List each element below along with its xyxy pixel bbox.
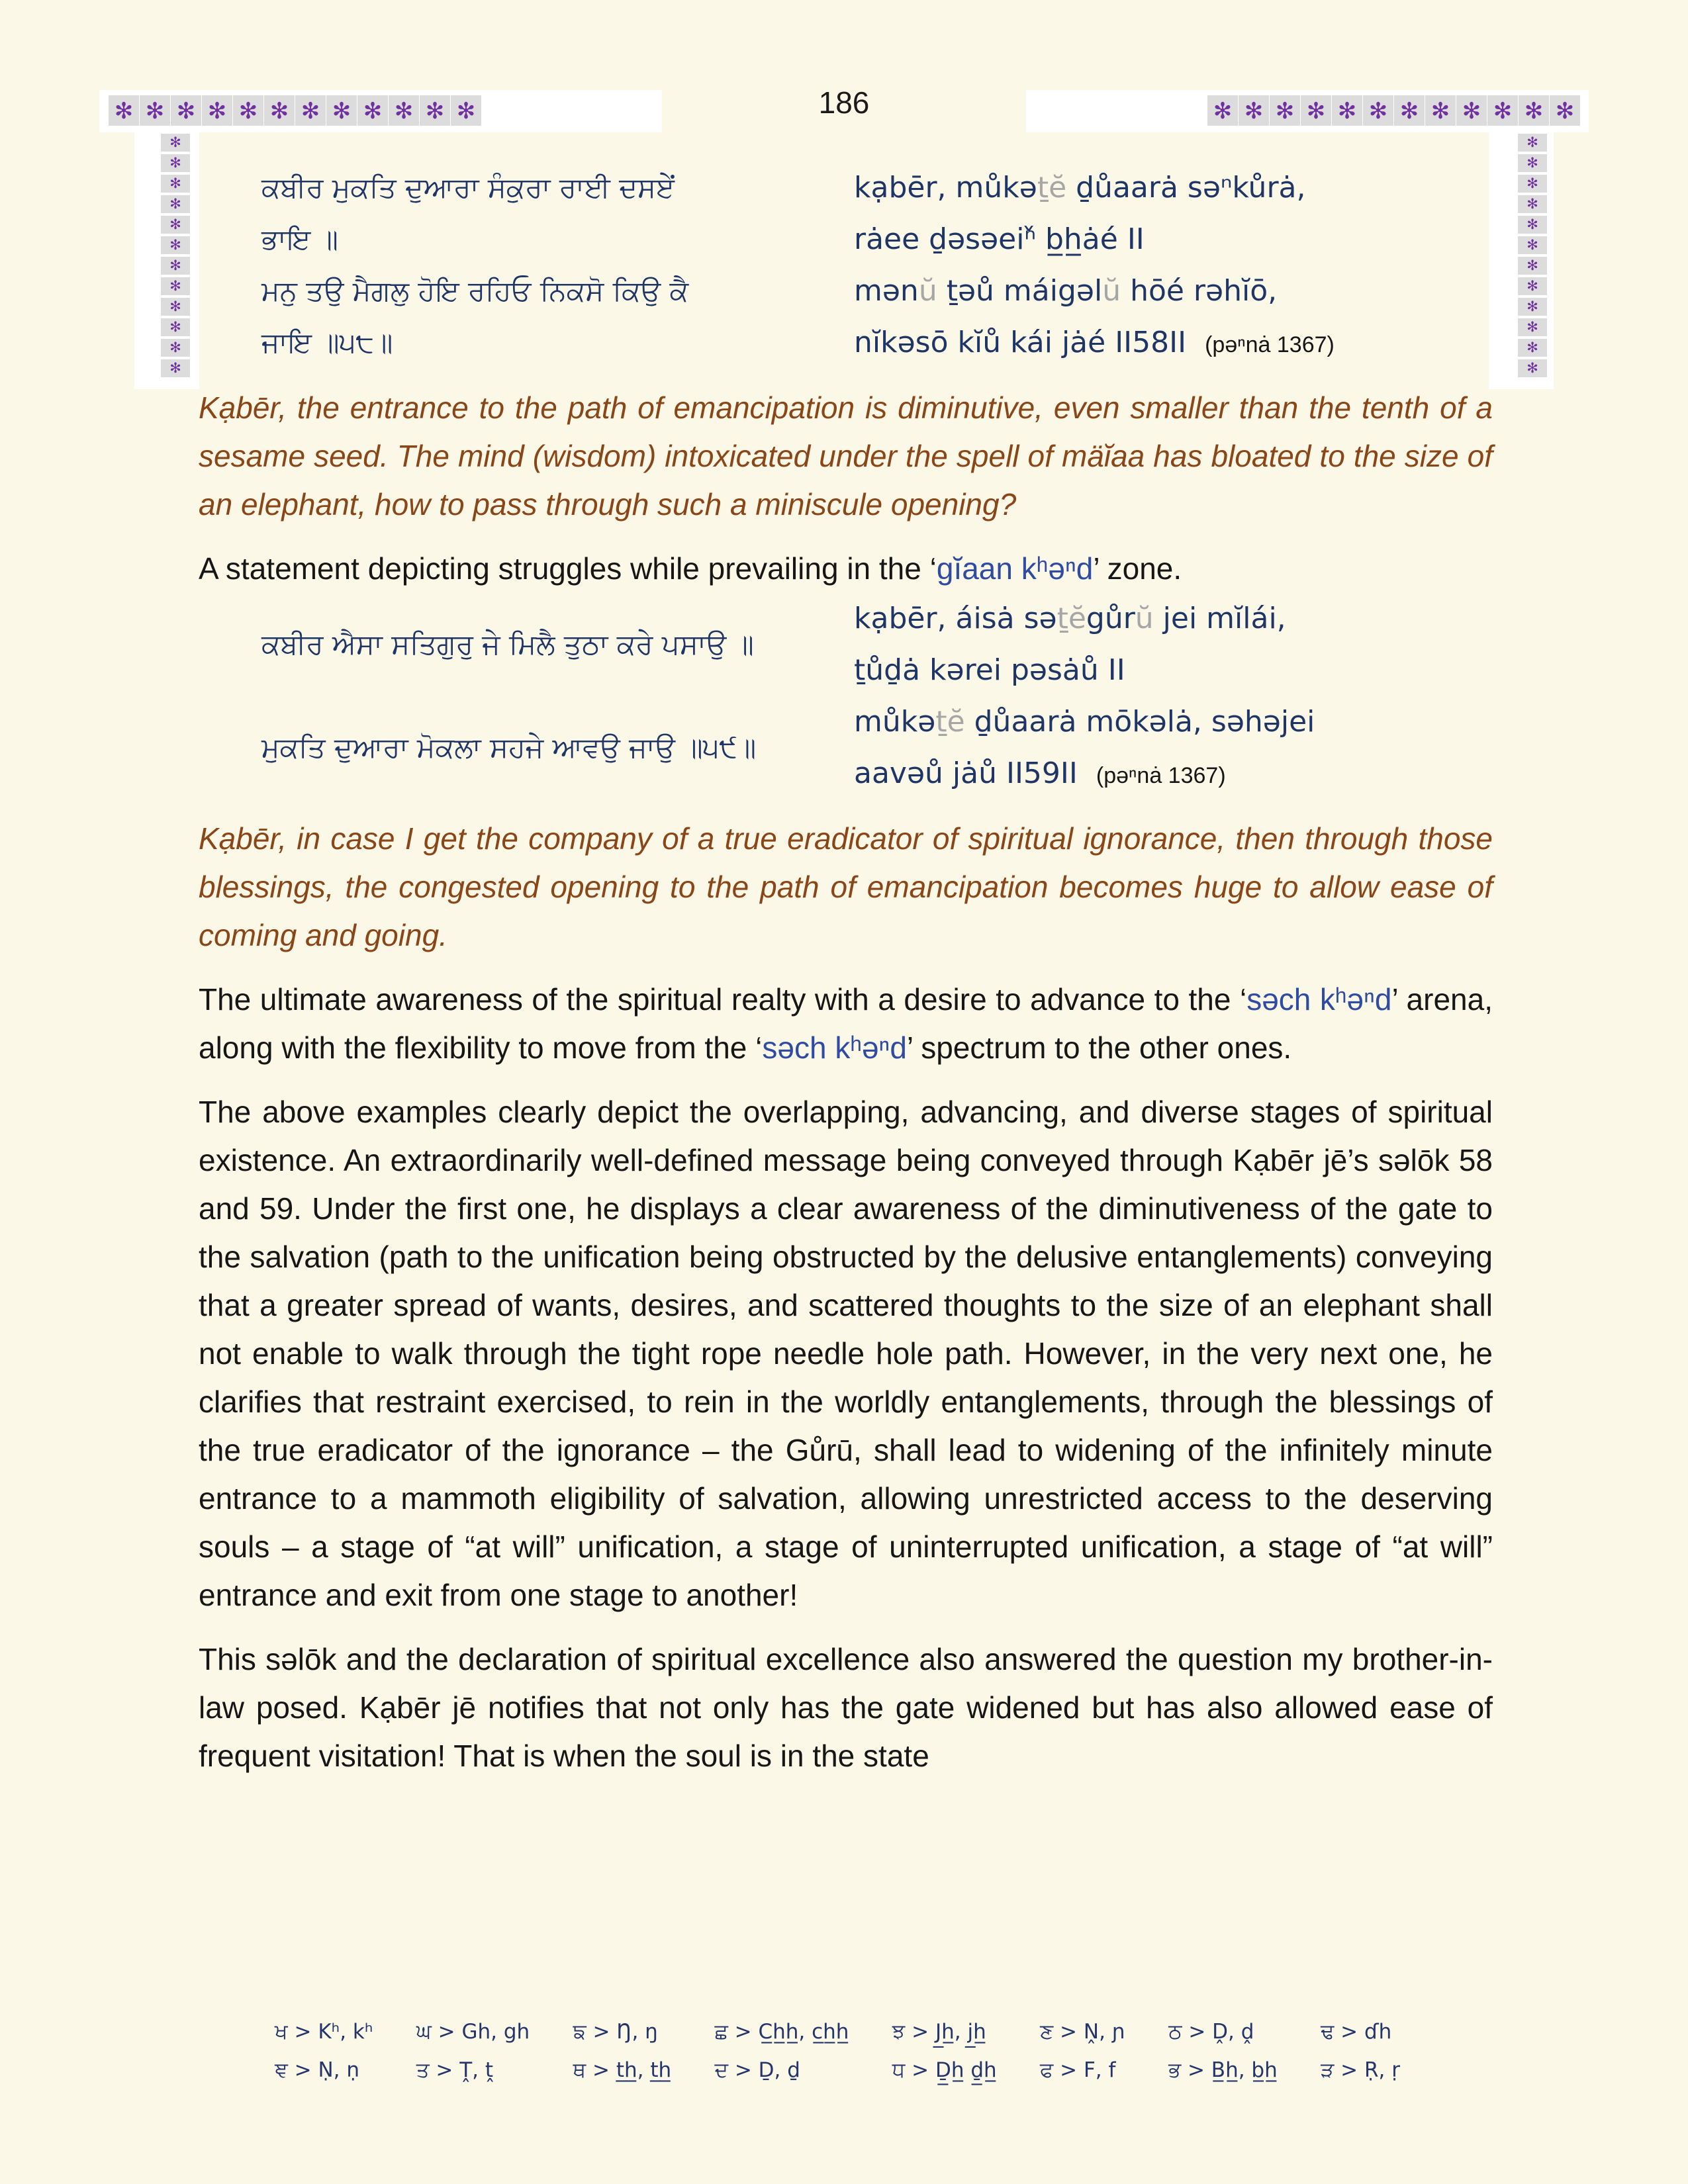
- flower-icon: ✻: [264, 95, 295, 126]
- flower-icon: ✻: [295, 95, 326, 126]
- flower-icon: ✻: [1518, 175, 1547, 193]
- analysis-paragraph: The above examples clearly depict the overlapping, advancing, and diverse stages of spiritual existence. An extraordinarily well-defined message being conveyed through Kạbēr jē’s səlōk 58 and 59. Under the first one, he displays a clear awareness of the diminutiveness of the gate to the salvation (path to the unification being obstructed by the delusive entanglements) conveying that a greater spread of wants, desires, and scattered thoughts to the size of an elephant shall not enable to walk through the tight rope needle hole path. However, in the very next one, he clarifies that restraint exercised, to rein in the worldly entanglements, through the blessings of the true eradicator of the ignorance – the Gůrū, shall lead to widening of the infinitely minute entrance to a mammoth eligibility of salvation, allowing unrestricted access to the deserving souls – a stage of “at will” unification, a stage of uninterrupted unification, a stage of “at will” entrance and exit from one stage to another!: [199, 1095, 1493, 1612]
- flower-icon: ✻: [1270, 95, 1300, 126]
- key-item: ਙ > Ŋ, ŋ: [573, 2020, 658, 2044]
- flower-icon: ✻: [1239, 95, 1269, 126]
- translit-line: [854, 265, 1493, 317]
- shabad-59: [199, 593, 1493, 801]
- flower-icon: ✻: [161, 134, 190, 152]
- sach-khand-term: səch kʰəⁿd: [762, 1030, 907, 1065]
- flower-icon: ✻: [1332, 95, 1362, 126]
- flower-icon: ✻: [389, 95, 419, 126]
- flower-icon: ✻: [1425, 95, 1456, 126]
- translit-segment: ṯəů máigəl: [937, 274, 1103, 308]
- ornament-border-right: [1518, 134, 1547, 380]
- flower-icon: ✻: [1518, 277, 1547, 295]
- flower-icon: ✻: [161, 154, 190, 172]
- flower-icon: ✻: [1519, 95, 1549, 126]
- translit-segment: hōé rəhĭō,: [1121, 274, 1278, 308]
- flower-icon: ✻: [1518, 318, 1547, 336]
- translit-segment: jei mĭlái,: [1153, 602, 1286, 635]
- translit-line: [854, 696, 1493, 748]
- translit-segment: aavəů jȧů II59II: [854, 756, 1078, 790]
- translit-segment: ṯůḏȧ kərei pəsȧů II: [854, 653, 1125, 687]
- translit-line: [854, 317, 1493, 371]
- flower-icon: ✻: [1518, 236, 1547, 254]
- paragraph-text: ’ spectrum to the other ones.: [906, 1030, 1292, 1065]
- gurmukhi-line: ਮੁਕਤਿ ਦੁਆਰਾ ਮੋਕਲਾ ਸਹਜੇ ਆਵਉ ਜਾਉ ॥੫੯॥: [261, 731, 757, 764]
- flower-icon: ✻: [202, 95, 232, 126]
- flower-icon: ✻: [171, 95, 201, 126]
- translit-segment: kạbēr, áisȧ sə: [854, 602, 1057, 635]
- translation-58: Kạbēr, the entrance to the path of emancipation is diminutive, even smaller than the tenth of a sesame seed. The mind (wisdom) intoxicated under the spell of mäĭaa has bloated to the size of an elephant, how to pass through such a miniscule opening?: [199, 390, 1493, 522]
- key-item: ਠ > Ḓ, ḓ: [1168, 2020, 1254, 2044]
- statement-text: A statement depicting struggles while prevailing in the ‘: [199, 551, 937, 586]
- flower-icon: ✻: [1518, 134, 1547, 152]
- flower-icon: ✻: [1518, 195, 1547, 213]
- translit-segment: mən: [854, 274, 919, 308]
- flower-icon: ✻: [1518, 298, 1547, 316]
- key-item: ਖ > Kʰ, kʰ: [275, 2020, 373, 2044]
- flower-icon: ✻: [1518, 154, 1547, 172]
- page-number: 186: [818, 85, 870, 120]
- translit-segment: ṯĕ: [1056, 602, 1086, 635]
- paragraph-text: ’ arena, along with the flexibility to move from the ‘: [199, 982, 1493, 1065]
- flower-icon: ✻: [161, 359, 190, 377]
- flower-icon: ✻: [161, 175, 190, 193]
- gurmukhi-line: ਕਬੀਰ ਮੁਕਤਿ ਦੁਆਰਾ ਸੰਕੁਰਾ ਰਾਈ ਦਸਏਂ: [261, 171, 675, 204]
- sach-khand-term: səch kʰəⁿd: [1246, 982, 1392, 1017]
- page-content: [199, 162, 1493, 1780]
- flower-icon: ✻: [161, 277, 190, 295]
- translit-line: [854, 593, 1493, 645]
- translit-segment: ŭ: [1135, 602, 1154, 635]
- translit-line: [854, 214, 1493, 265]
- gurmukhi-line: ਕਬੀਰ ਐਸਾ ਸਤਿਗੁਰੁ ਜੇ ਮਿਲੈ ਤੁਠਾ ਕਰੇ ਪਸਾਉ ॥: [261, 628, 754, 660]
- translation-59: Kạbēr, in case I get the company of a true eradicator of spiritual ignorance, then through those blessings, the congested opening to the path of emancipation becomes huge to allow ease of coming and going.: [199, 821, 1493, 952]
- key-item: ਛ > C̲h̲h̲, c̲h̲h̲: [714, 2020, 849, 2044]
- flower-icon: ✻: [326, 95, 357, 126]
- flower-icon: ✻: [161, 195, 190, 213]
- flower-icon: ✻: [1518, 257, 1547, 275]
- flower-icon: ✻: [1550, 95, 1580, 126]
- translit-segment: ḏůaarȧ səⁿkůrȧ,: [1066, 171, 1306, 205]
- ultimate-awareness-paragraph: [199, 976, 1493, 1072]
- gurmukhi-line: ਜਾਇ ॥੫੮॥: [261, 326, 393, 359]
- key-item: ਥ > t̲h̲, t̲h̲: [573, 2058, 672, 2082]
- statement-text: ’ zone.: [1093, 551, 1182, 586]
- translit-segment: nĭkəsō kĭů kái jȧé II58II: [854, 326, 1187, 359]
- key-item: ਝ > J̲h̲, j̲h̲: [892, 2020, 986, 2044]
- key-item: ਢ > ɗh: [1321, 2020, 1392, 2044]
- statement-line: [199, 545, 1493, 593]
- flower-icon: ✻: [1363, 95, 1393, 126]
- shabad-58: [199, 162, 1493, 371]
- key-item: ੜ > Ṛ, ṛ: [1321, 2058, 1400, 2082]
- flower-icon: ✻: [420, 95, 450, 126]
- flower-icon: ✻: [140, 95, 170, 126]
- key-item: ਘ > Gh, gh: [416, 2020, 530, 2044]
- closing-paragraph: This səlōk and the declaration of spiritual excellence also answered the question my brother-in-law posed. Kạbēr jē notifies that not only has the gate widened but has also allowed ease of frequent visitation! That is when the soul is in the state: [199, 1642, 1493, 1773]
- flower-icon: ✻: [161, 236, 190, 254]
- flower-icon: ✻: [451, 95, 481, 126]
- gurmukhi-line: ਭਾਇ ॥: [261, 223, 338, 255]
- key-item: ਫ > F, f: [1040, 2058, 1116, 2082]
- flower-icon: ✻: [161, 339, 190, 357]
- translit-line: [854, 748, 1493, 801]
- flower-icon: ✻: [161, 216, 190, 234]
- page-reference: (pəⁿnȧ 1367): [1096, 763, 1226, 788]
- key-item: ਭ > B̲h̲, b̲h̲: [1168, 2058, 1278, 2082]
- flower-icon: ✻: [1456, 95, 1487, 126]
- transliteration-59: [854, 593, 1493, 801]
- flower-icon: ✻: [1301, 95, 1331, 126]
- ornament-border-left: [161, 134, 190, 380]
- flower-icon: ✻: [1487, 95, 1518, 126]
- key-item: ਧ > Ḏ̲h̲ ḏ̲h̲: [892, 2058, 997, 2082]
- flower-icon: ✻: [1394, 95, 1425, 126]
- flower-icon: ✻: [161, 257, 190, 275]
- transliteration-58: [854, 162, 1493, 371]
- key-item: ਦ > Ḏ, ḏ: [714, 2058, 800, 2082]
- flower-icon: ✻: [109, 95, 139, 126]
- transliteration-key: [275, 2017, 1400, 2085]
- flower-icon: ✻: [161, 298, 190, 316]
- paragraph-text: The ultimate awareness of the spiritual realty with a desire to advance to the ‘: [199, 982, 1247, 1017]
- translit-segment: gůr: [1086, 602, 1135, 635]
- translit-segment: rȧee ḏəsəeiⁿ̌ b̲h̲ȧé II: [854, 222, 1145, 256]
- translit-segment: ḏůaarȧ mōkəlȧ, səhəjei: [964, 705, 1315, 739]
- key-item: ਣ > Ṋ, ɲ: [1040, 2020, 1125, 2044]
- translit-segment: ṯĕ: [935, 705, 965, 739]
- flower-icon: ✻: [1518, 216, 1547, 234]
- gurmukhi-verse-59: [199, 593, 854, 801]
- translit-segment: ŭ: [918, 274, 937, 308]
- translit-segment: můkə: [854, 705, 936, 739]
- translit-line: [854, 162, 1493, 214]
- gian-khand-term: gĭaan kʰəⁿd: [936, 551, 1094, 586]
- flower-icon: ✻: [233, 95, 263, 126]
- translit-segment: kạbēr, můkə: [854, 171, 1037, 205]
- flower-icon: ✻: [357, 95, 388, 126]
- gurmukhi-line: ਮਨੁ ਤਉ ਮੈਗਲੁ ਹੋਇ ਰਹਿਓ ਨਿਕਸੋ ਕਿਉ ਕੈ: [261, 275, 689, 307]
- key-item: ਤ > Ṱ, ṱ: [416, 2058, 494, 2082]
- gurmukhi-verse-58: [199, 162, 854, 371]
- translit-segment: ṯĕ: [1037, 171, 1067, 205]
- page-reference: (pəⁿnȧ 1367): [1205, 332, 1335, 357]
- key-item: ਞ > Ṇ, ṇ: [275, 2058, 360, 2082]
- translit-line: [854, 645, 1493, 696]
- translit-segment: ŭ: [1102, 274, 1121, 308]
- flower-icon: ✻: [1207, 95, 1238, 126]
- flower-icon: ✻: [1518, 359, 1547, 377]
- flower-icon: ✻: [1518, 339, 1547, 357]
- flower-icon: ✻: [161, 318, 190, 336]
